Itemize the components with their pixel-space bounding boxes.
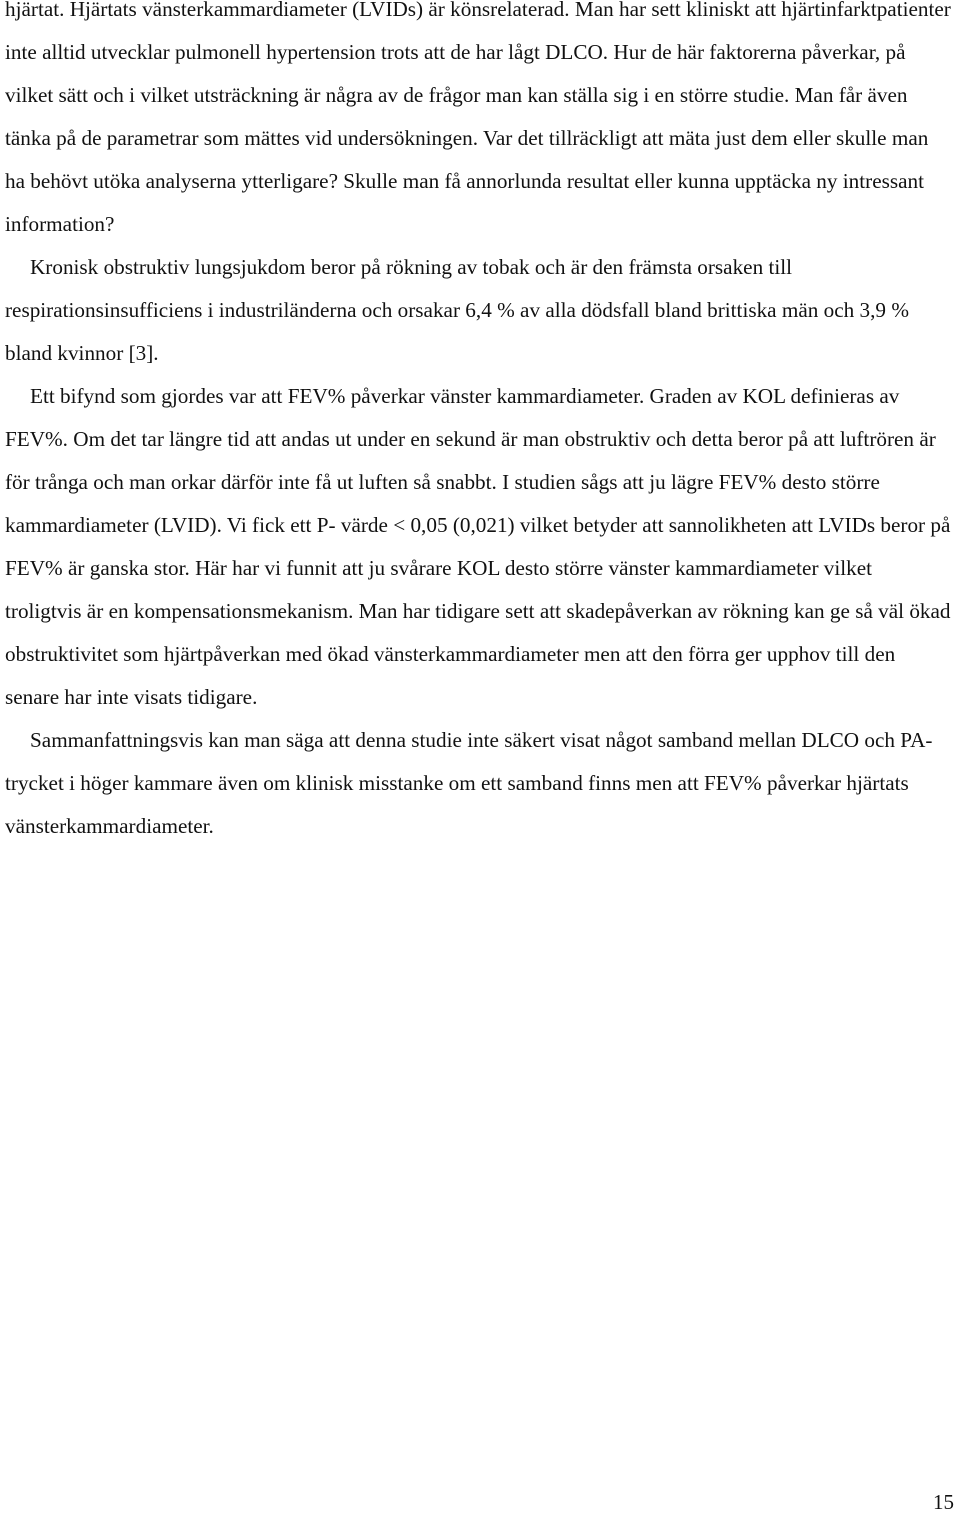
body-text [5,0,953,848]
paragraph-continuation: hjärtat. Hjärtats vänsterkammardiameter (LVIDs) är könsrelaterad. Man har sett kliniskt att hjärtinfarktpatienter inte alltid utvecklar pulmonell hypertension trots att de har lågt DLCO. Hur de här faktorerna påverkar, på vilket sätt och i vilket utsträckning är några av de frågor man kan ställa sig i en större studie. Man får även tänka på de parametrar som mättes vid undersökningen. Var det tillräckligt att mäta just dem eller skulle man ha behövt utöka analyserna ytterligare? Skulle man få annorlunda resultat eller kunna upptäcka ny intressant information? [5,0,951,236]
paragraph-fev-finding: Ett bifynd som gjordes var att FEV% påverkar vänster kammardiameter. Graden av KOL definieras av FEV%. Om det tar längre tid att andas ut under en sekund är man obstruktiv och detta beror på att luftrören är för trånga och man orkar därför inte få ut luften så snabbt. I studien sågs att ju lägre FEV% desto större kammardiameter (LVID). Vi fick ett P- värde < 0,05 (0,021) vilket betyder att sannolikheten att LVIDs beror på FEV% är ganska stor. Här har vi funnit att ju svårare KOL desto större vänster kammardiameter vilket troligtvis är en kompensationsmekanism. Man har tidigare sett att skadepåverkan av rökning kan ge så väl ökad obstruktivitet som hjärtpåverkan med ökad vänsterkammardiameter men att den förra ger upphov till den senare har inte visats tidigare. [5,384,951,709]
paragraph-kol-background: Kronisk obstruktiv lungsjukdom beror på rökning av tobak och är den främsta orsaken till respirationsinsufficiens i industriländerna och orsakar 6,4 % av alla dödsfall bland brittiska män och 3,9 % bland kvinnor [3]. [5,255,909,365]
page-number: 15 [933,1490,954,1514]
paragraph-summary: Sammanfattningsvis kan man säga att denna studie inte säkert visat något samband mellan DLCO och PA-trycket i höger kammare även om klinisk misstanke om ett samband finns men att FEV% påverkar hjärtats vänsterkammardiameter. [5,728,933,838]
